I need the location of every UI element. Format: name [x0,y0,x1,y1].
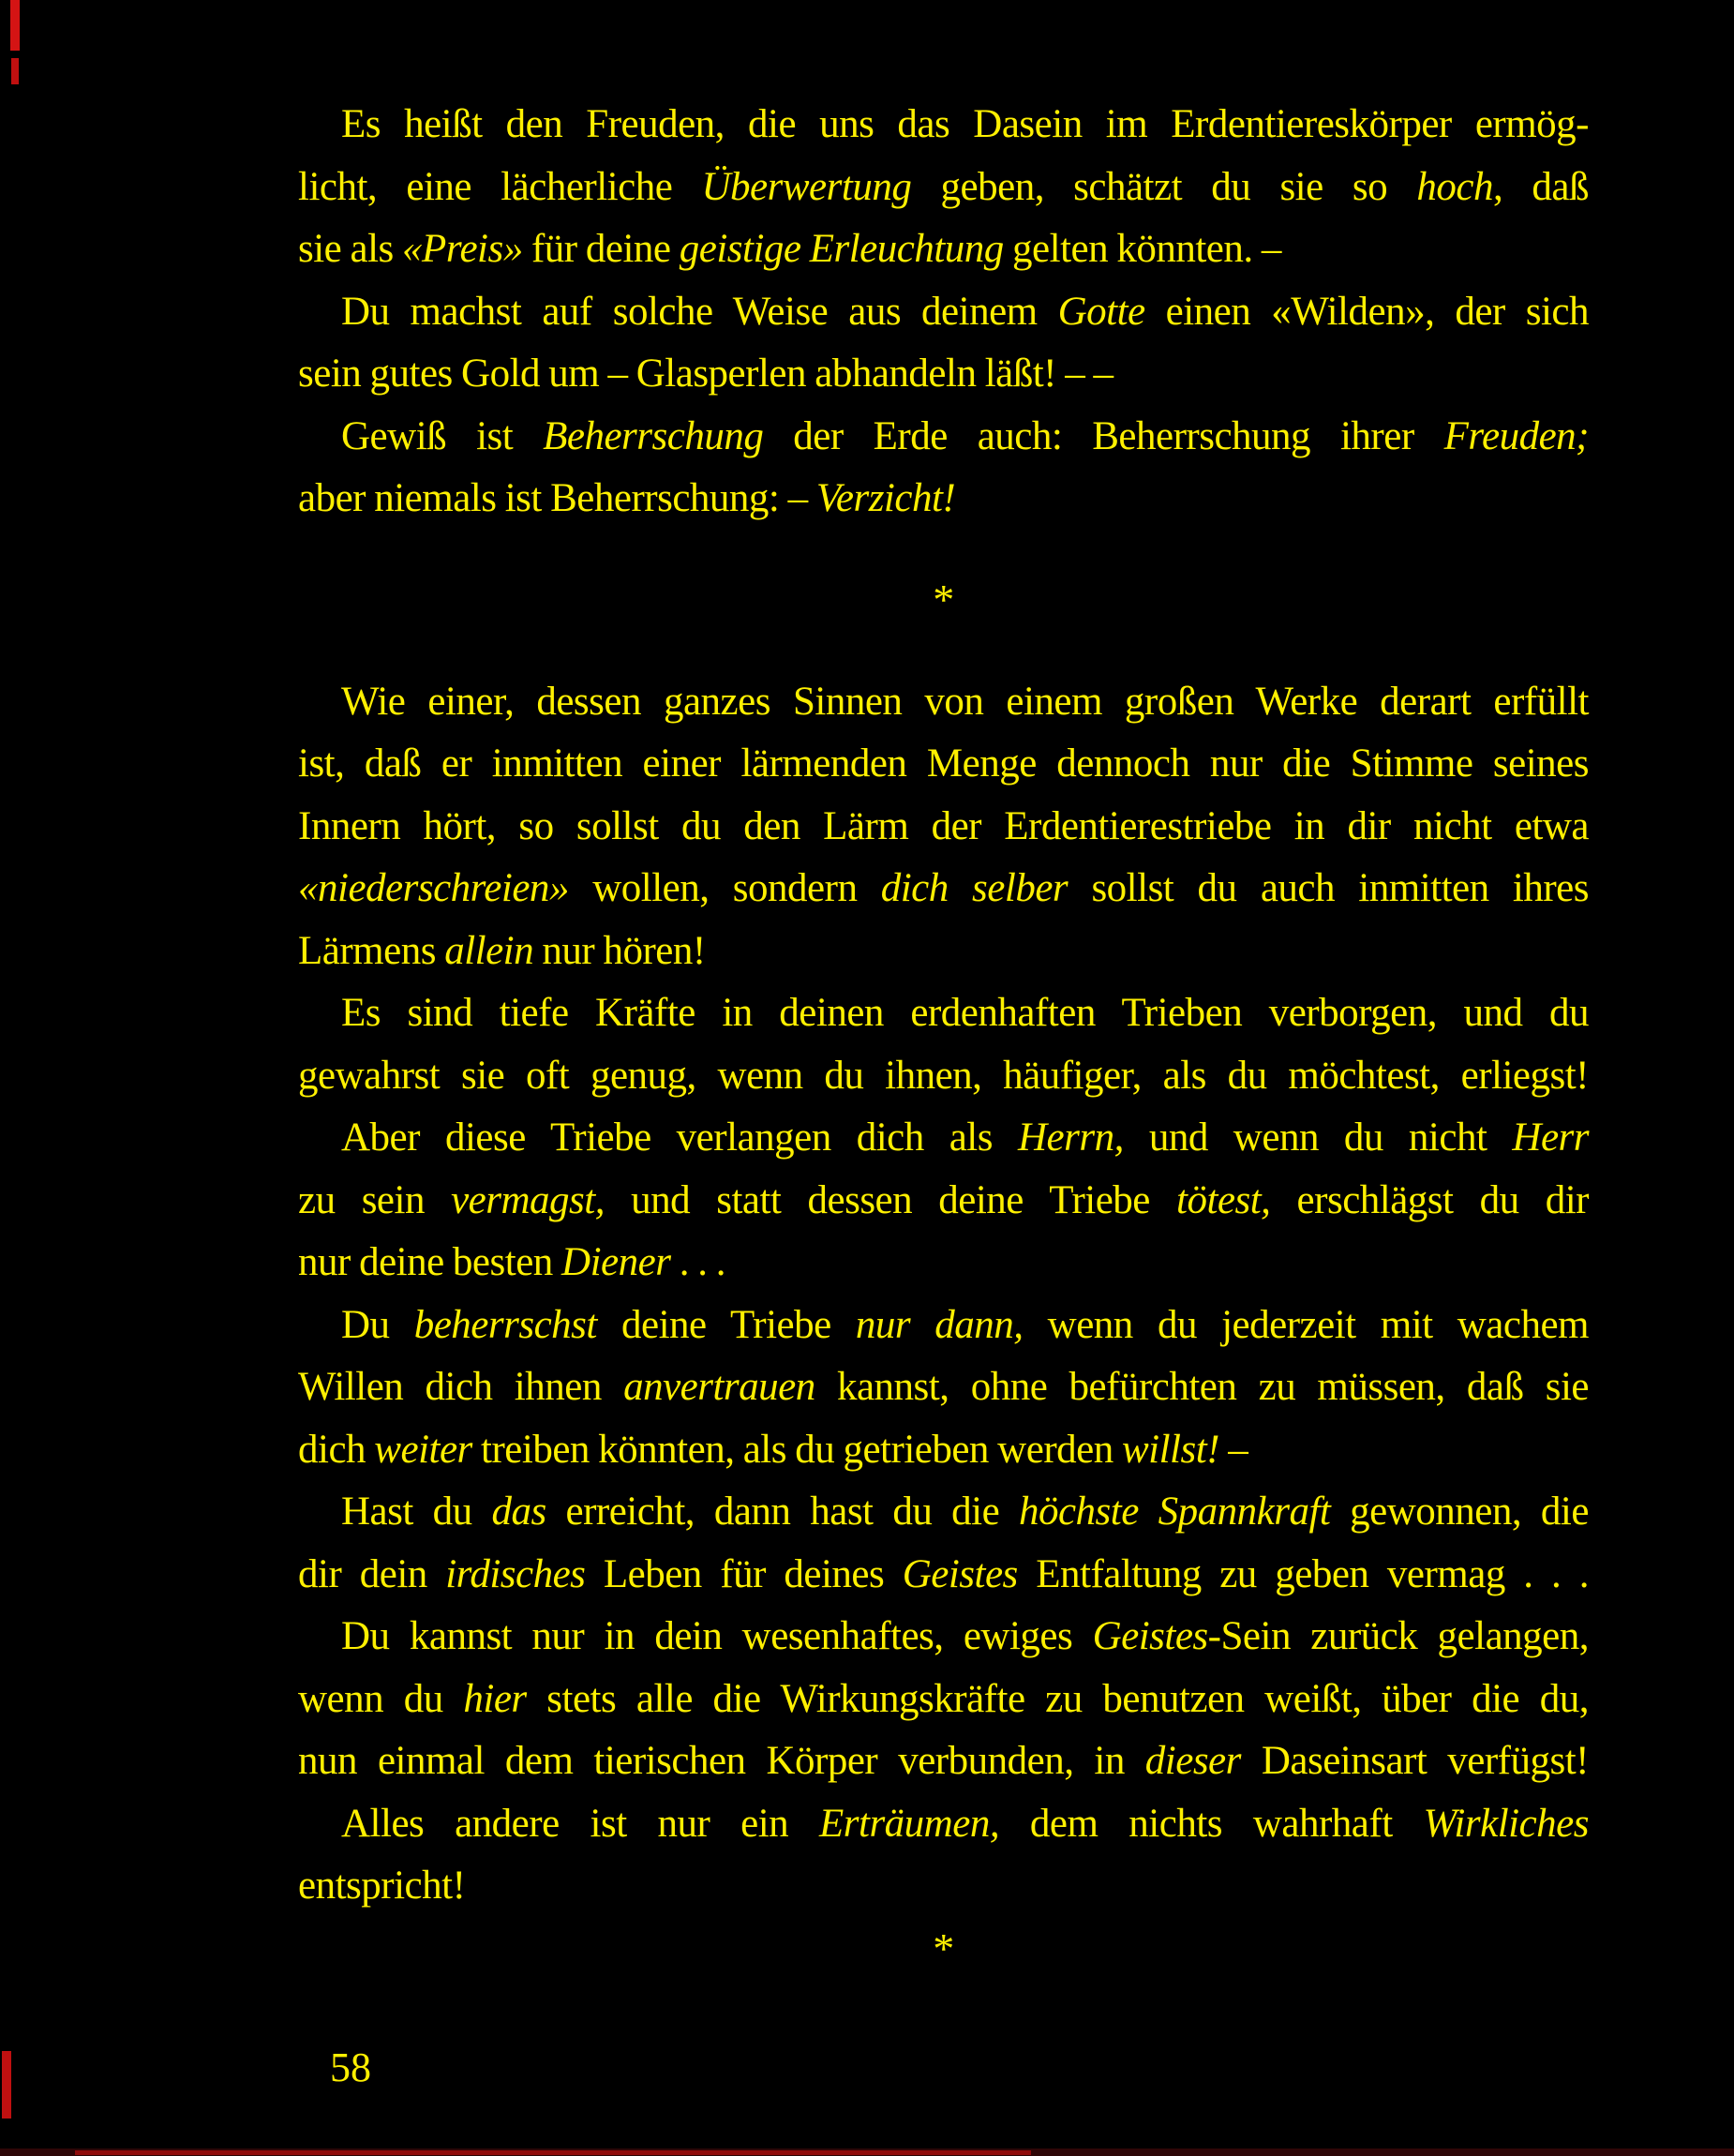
text-column [298,94,1589,1981]
text-line: sein gutes Gold um – Glasperlen abhandeln läßt! – – [298,352,1114,396]
text-line: Du kannst nur in dein wesenhaftes, ewiges Geistes-Sein zurück gelangen, [341,1614,1589,1658]
text-line: Es sind tiefe Kräfte in deinen erdenhaften Trieben verborgen, und du [341,991,1589,1035]
scan-artifact-bottom-edge-line-bright [75,2150,1031,2155]
scan-artifact-red-mark-bottom [2,2051,11,2119]
text-line: aber niemals ist Beherrschung: – Verzicht! [298,476,956,520]
text-line: Hast du das erreicht, dann hast du die höchste Spannkraft gewonnen, die [341,1490,1589,1534]
section-separator: * [933,576,954,624]
text-line: sie als «Preis» für deine geistige Erleuchtung gelten könnten. – [298,227,1281,271]
text-line: dich weiter treiben könnten, als du getrieben werden willst! – [298,1427,1248,1472]
scan-artifact-red-mark-top [10,0,20,51]
text-line: Gewiß ist Beherrschung der Erde auch: Beherrschung ihrer Freuden; [341,413,1589,458]
text-line: Aber diese Triebe verlangen dich als Herrn, und wenn du nicht Herr [341,1115,1589,1160]
text-line: ist, daß er inmitten einer lärmenden Menge dennoch nur die Stimme seines [298,741,1589,786]
text-line: dir dein irdisches Leben für deines Geistes Entfaltung zu geben vermag . . . [298,1551,1589,1596]
text-line: licht, eine lächerliche Überwertung geben, schätzt du sie so hoch, daß [298,164,1589,209]
section-separator: * [933,1924,954,1972]
text-line: Du machst auf solche Weise aus deinem Gotte einen «Wilden», der sich [341,289,1589,334]
page-number: 58 [330,2044,371,2090]
text-line: Innern hört, so sollst du den Lärm der Erdentierestriebe in dir nicht etwa [298,803,1589,848]
text-line: Willen dich ihnen anvertrauen kannst, ohne befürchten zu müssen, daß sie [298,1365,1589,1409]
text-line: gewahrst sie oft genug, wenn du ihnen, häufiger, als du möchtest, erliegst! [298,1053,1589,1098]
text-line: wenn du hier stets alle die Wirkungskräfte zu benutzen weißt, über die du, [298,1676,1590,1721]
text-line: Es heißt den Freuden, die uns das Dasein im Erdentiereskörper ermög- [341,102,1589,146]
text-line: Wie einer, dessen ganzes Sinnen von einem großen Werke derart erfüllt [341,679,1589,724]
text-line: entspricht! [298,1864,466,1908]
text-line: Alles andere ist nur ein Erträumen, dem nichts wahrhaft Wirkliches [341,1801,1589,1846]
scan-artifact-red-mark-top-2 [11,58,19,84]
text-line: zu sein vermagst, und statt dessen deine Triebe tötest, erschlägst du dir [298,1177,1589,1222]
text-line: Du beherrschst deine Triebe nur dann, wenn du jederzeit mit wachem [341,1302,1589,1347]
text-line: «niederschreien» wollen, sondern dich selber sollst du auch inmitten ihres [298,866,1589,910]
text-line: nun einmal dem tierischen Körper verbunden, in dieser Daseinsart verfügst! [298,1739,1589,1783]
text-line: Lärmens allein nur hören! [298,928,706,973]
text-line: nur deine besten Diener . . . [298,1240,725,1284]
